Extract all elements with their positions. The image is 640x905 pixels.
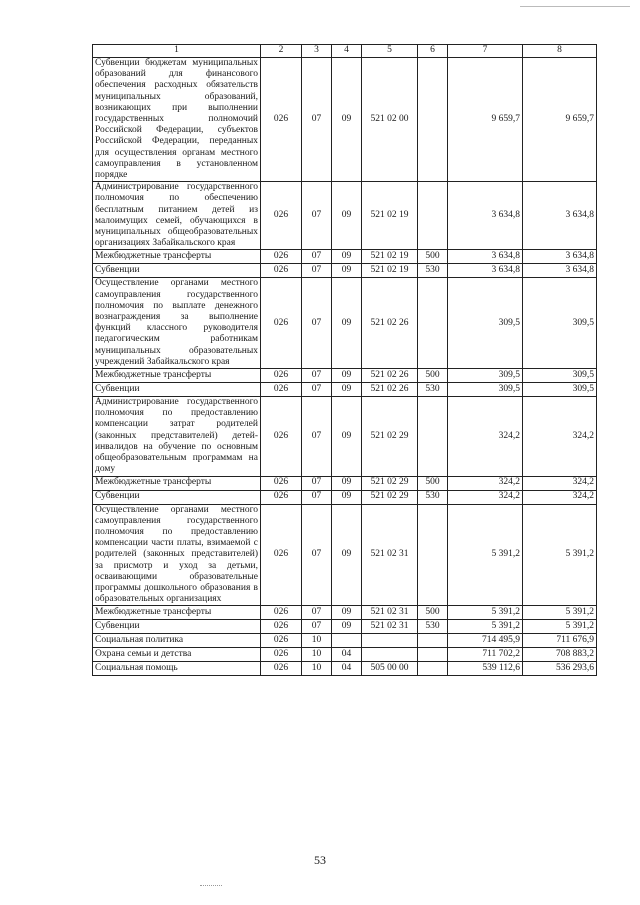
amount-col8: 711 676,9 — [523, 634, 597, 648]
expense-type-code: 500 — [418, 250, 448, 264]
subsection-code: 09 — [332, 476, 362, 490]
table-row — [93, 369, 597, 383]
amount-col7: 5 391,2 — [448, 504, 523, 606]
table-row — [93, 476, 597, 490]
target-article-code: 521 02 31 — [362, 620, 418, 634]
row-name: Администрирование государственного полномочия по предоставлению компенсации затрат родителей (законных представителей) детей-инвалидов на обучение по основным общеобразовательным программам на дому — [93, 397, 261, 476]
subsection-code: 09 — [332, 278, 362, 369]
row-name: Субвенции бюджетам муниципальных образований для финансового обеспечения расходных обязательств муниципальных образований, возникающих при выполнении государственных полномочий Российской Федерации, субъектов Российской Федерации, переданных для осуществления органам местного самоуправления в установленном порядке — [93, 58, 261, 182]
target-article-code: 521 02 31 — [362, 504, 418, 606]
table-row — [93, 504, 597, 606]
amount-col8: 309,5 — [523, 278, 597, 369]
subsection-code: 09 — [332, 606, 362, 620]
table-row — [93, 620, 597, 634]
ved-code: 026 — [261, 383, 302, 397]
row-name: Охрана семьи и детства — [93, 648, 261, 662]
header-cell: 1 — [93, 45, 261, 58]
subsection-code: 09 — [332, 182, 362, 250]
row-name: Социальная политика — [93, 634, 261, 648]
table-row — [93, 58, 597, 182]
expense-type-code: 530 — [418, 490, 448, 504]
table-row — [93, 182, 597, 250]
subsection-code: 09 — [332, 397, 362, 476]
ved-code: 026 — [261, 648, 302, 662]
header-cell: 7 — [448, 45, 523, 58]
ved-code: 026 — [261, 278, 302, 369]
page-number: 53 — [314, 853, 326, 867]
subsection-code: 04 — [332, 648, 362, 662]
amount-col7: 711 702,2 — [448, 648, 523, 662]
target-article-code: 521 02 29 — [362, 397, 418, 476]
table-row — [93, 397, 597, 476]
amount-col8: 5 391,2 — [523, 606, 597, 620]
ved-code: 026 — [261, 397, 302, 476]
table-row — [93, 250, 597, 264]
row-name: Осуществление органами местного самоуправления государственного полномочия по предоставлению компенсации части платы, взимаемой с родителей (законных представителей) за присмотр и уход за детьми, осваивающими образовательные программы дошкольного образования в образовательных организациях — [93, 504, 261, 606]
header-cell: 8 — [523, 45, 597, 58]
header-cell: 5 — [362, 45, 418, 58]
header-cell: 6 — [418, 45, 448, 58]
amount-col7: 324,2 — [448, 476, 523, 490]
amount-col8: 9 659,7 — [523, 58, 597, 182]
amount-col8: 3 634,8 — [523, 182, 597, 250]
row-name: Субвенции — [93, 620, 261, 634]
amount-col7: 5 391,2 — [448, 620, 523, 634]
section-code: 07 — [302, 58, 332, 182]
table-row — [93, 634, 597, 648]
expense-type-code — [418, 278, 448, 369]
section-code: 07 — [302, 476, 332, 490]
header-cell: 3 — [302, 45, 332, 58]
ved-code: 026 — [261, 634, 302, 648]
ved-code: 026 — [261, 606, 302, 620]
ved-code: 026 — [261, 476, 302, 490]
expense-type-code — [418, 648, 448, 662]
expense-type-code — [418, 182, 448, 250]
expense-type-code — [418, 397, 448, 476]
subsection-code: 09 — [332, 490, 362, 504]
expense-type-code: 530 — [418, 620, 448, 634]
row-name: Межбюджетные трансферты — [93, 250, 261, 264]
target-article-code: 521 02 31 — [362, 606, 418, 620]
table-row — [93, 278, 597, 369]
ved-code: 026 — [261, 250, 302, 264]
amount-col7: 309,5 — [448, 278, 523, 369]
row-name: Межбюджетные трансферты — [93, 369, 261, 383]
target-article-code: 521 02 26 — [362, 369, 418, 383]
row-name: Межбюджетные трансферты — [93, 476, 261, 490]
scan-mark — [200, 885, 222, 886]
amount-col7: 324,2 — [448, 490, 523, 504]
ved-code: 026 — [261, 620, 302, 634]
section-code: 07 — [302, 278, 332, 369]
amount-col7: 324,2 — [448, 397, 523, 476]
amount-col8: 309,5 — [523, 383, 597, 397]
amount-col8: 3 634,8 — [523, 264, 597, 278]
row-name: Субвенции — [93, 383, 261, 397]
amount-col7: 539 112,6 — [448, 662, 523, 676]
ved-code: 026 — [261, 504, 302, 606]
amount-col8: 3 634,8 — [523, 250, 597, 264]
row-name: Субвенции — [93, 264, 261, 278]
expense-type-code: 500 — [418, 476, 448, 490]
section-code: 10 — [302, 662, 332, 676]
amount-col7: 714 495,9 — [448, 634, 523, 648]
scan-edge-line — [520, 6, 630, 7]
amount-col7: 3 634,8 — [448, 264, 523, 278]
amount-col8: 309,5 — [523, 369, 597, 383]
table-row — [93, 606, 597, 620]
target-article-code: 521 02 19 — [362, 250, 418, 264]
table-row — [93, 648, 597, 662]
table-row — [93, 383, 597, 397]
header-cell: 4 — [332, 45, 362, 58]
target-article-code: 521 02 19 — [362, 182, 418, 250]
amount-col7: 309,5 — [448, 369, 523, 383]
row-name: Межбюджетные трансферты — [93, 606, 261, 620]
section-code: 07 — [302, 490, 332, 504]
row-name: Администрирование государственного полномочия по обеспечению бесплатным питанием детей из малоимущих семей, обучающихся в муниципальных общеобразовательных организациях Забайкальского края — [93, 182, 261, 250]
expense-type-code — [418, 58, 448, 182]
section-code: 07 — [302, 397, 332, 476]
target-article-code: 521 02 19 — [362, 264, 418, 278]
expense-type-code — [418, 662, 448, 676]
section-code: 07 — [302, 264, 332, 278]
subsection-code: 09 — [332, 620, 362, 634]
section-code: 07 — [302, 383, 332, 397]
ved-code: 026 — [261, 182, 302, 250]
section-code: 07 — [302, 250, 332, 264]
subsection-code: 09 — [332, 58, 362, 182]
ved-code: 026 — [261, 490, 302, 504]
row-name: Социальная помощь — [93, 662, 261, 676]
table-row — [93, 264, 597, 278]
amount-col8: 5 391,2 — [523, 504, 597, 606]
header-cell: 2 — [261, 45, 302, 58]
subsection-code: 09 — [332, 250, 362, 264]
target-article-code: 521 02 29 — [362, 490, 418, 504]
amount-col7: 9 659,7 — [448, 58, 523, 182]
amount-col8: 324,2 — [523, 490, 597, 504]
amount-col7: 3 634,8 — [448, 250, 523, 264]
amount-col7: 5 391,2 — [448, 606, 523, 620]
subsection-code: 09 — [332, 504, 362, 606]
section-code: 07 — [302, 504, 332, 606]
row-name: Субвенции — [93, 490, 261, 504]
ved-code: 026 — [261, 264, 302, 278]
ved-code: 026 — [261, 369, 302, 383]
expense-type-code: 530 — [418, 383, 448, 397]
target-article-code: 521 02 00 — [362, 58, 418, 182]
amount-col8: 708 883,2 — [523, 648, 597, 662]
target-article-code: 521 02 26 — [362, 383, 418, 397]
target-article-code — [362, 634, 418, 648]
ved-code: 026 — [261, 58, 302, 182]
subsection-code: 04 — [332, 662, 362, 676]
expense-type-code: 500 — [418, 369, 448, 383]
section-code: 07 — [302, 620, 332, 634]
subsection-code: 09 — [332, 369, 362, 383]
expense-type-code: 530 — [418, 264, 448, 278]
amount-col8: 324,2 — [523, 476, 597, 490]
subsection-code: 09 — [332, 264, 362, 278]
row-name: Осуществление органами местного самоуправления государственного полномочия по выплате денежного вознаграждения за выполнение функций классного руководителя педагогическим работникам муниципальных образовательных учреждений Забайкальского края — [93, 278, 261, 369]
section-code: 07 — [302, 369, 332, 383]
section-code: 10 — [302, 648, 332, 662]
target-article-code: 521 02 26 — [362, 278, 418, 369]
target-article-code — [362, 648, 418, 662]
subsection-code: 09 — [332, 383, 362, 397]
table-header-row — [93, 45, 597, 58]
expense-type-code — [418, 504, 448, 606]
table-row — [93, 662, 597, 676]
target-article-code: 521 02 29 — [362, 476, 418, 490]
amount-col8: 324,2 — [523, 397, 597, 476]
amount-col7: 3 634,8 — [448, 182, 523, 250]
section-code: 10 — [302, 634, 332, 648]
amount-col8: 536 293,6 — [523, 662, 597, 676]
amount-col8: 5 391,2 — [523, 620, 597, 634]
expense-type-code: 500 — [418, 606, 448, 620]
section-code: 07 — [302, 182, 332, 250]
target-article-code: 505 00 00 — [362, 662, 418, 676]
ved-code: 026 — [261, 662, 302, 676]
budget-table — [92, 44, 597, 676]
amount-col7: 309,5 — [448, 383, 523, 397]
subsection-code — [332, 634, 362, 648]
section-code: 07 — [302, 606, 332, 620]
expense-type-code — [418, 634, 448, 648]
table-row — [93, 490, 597, 504]
